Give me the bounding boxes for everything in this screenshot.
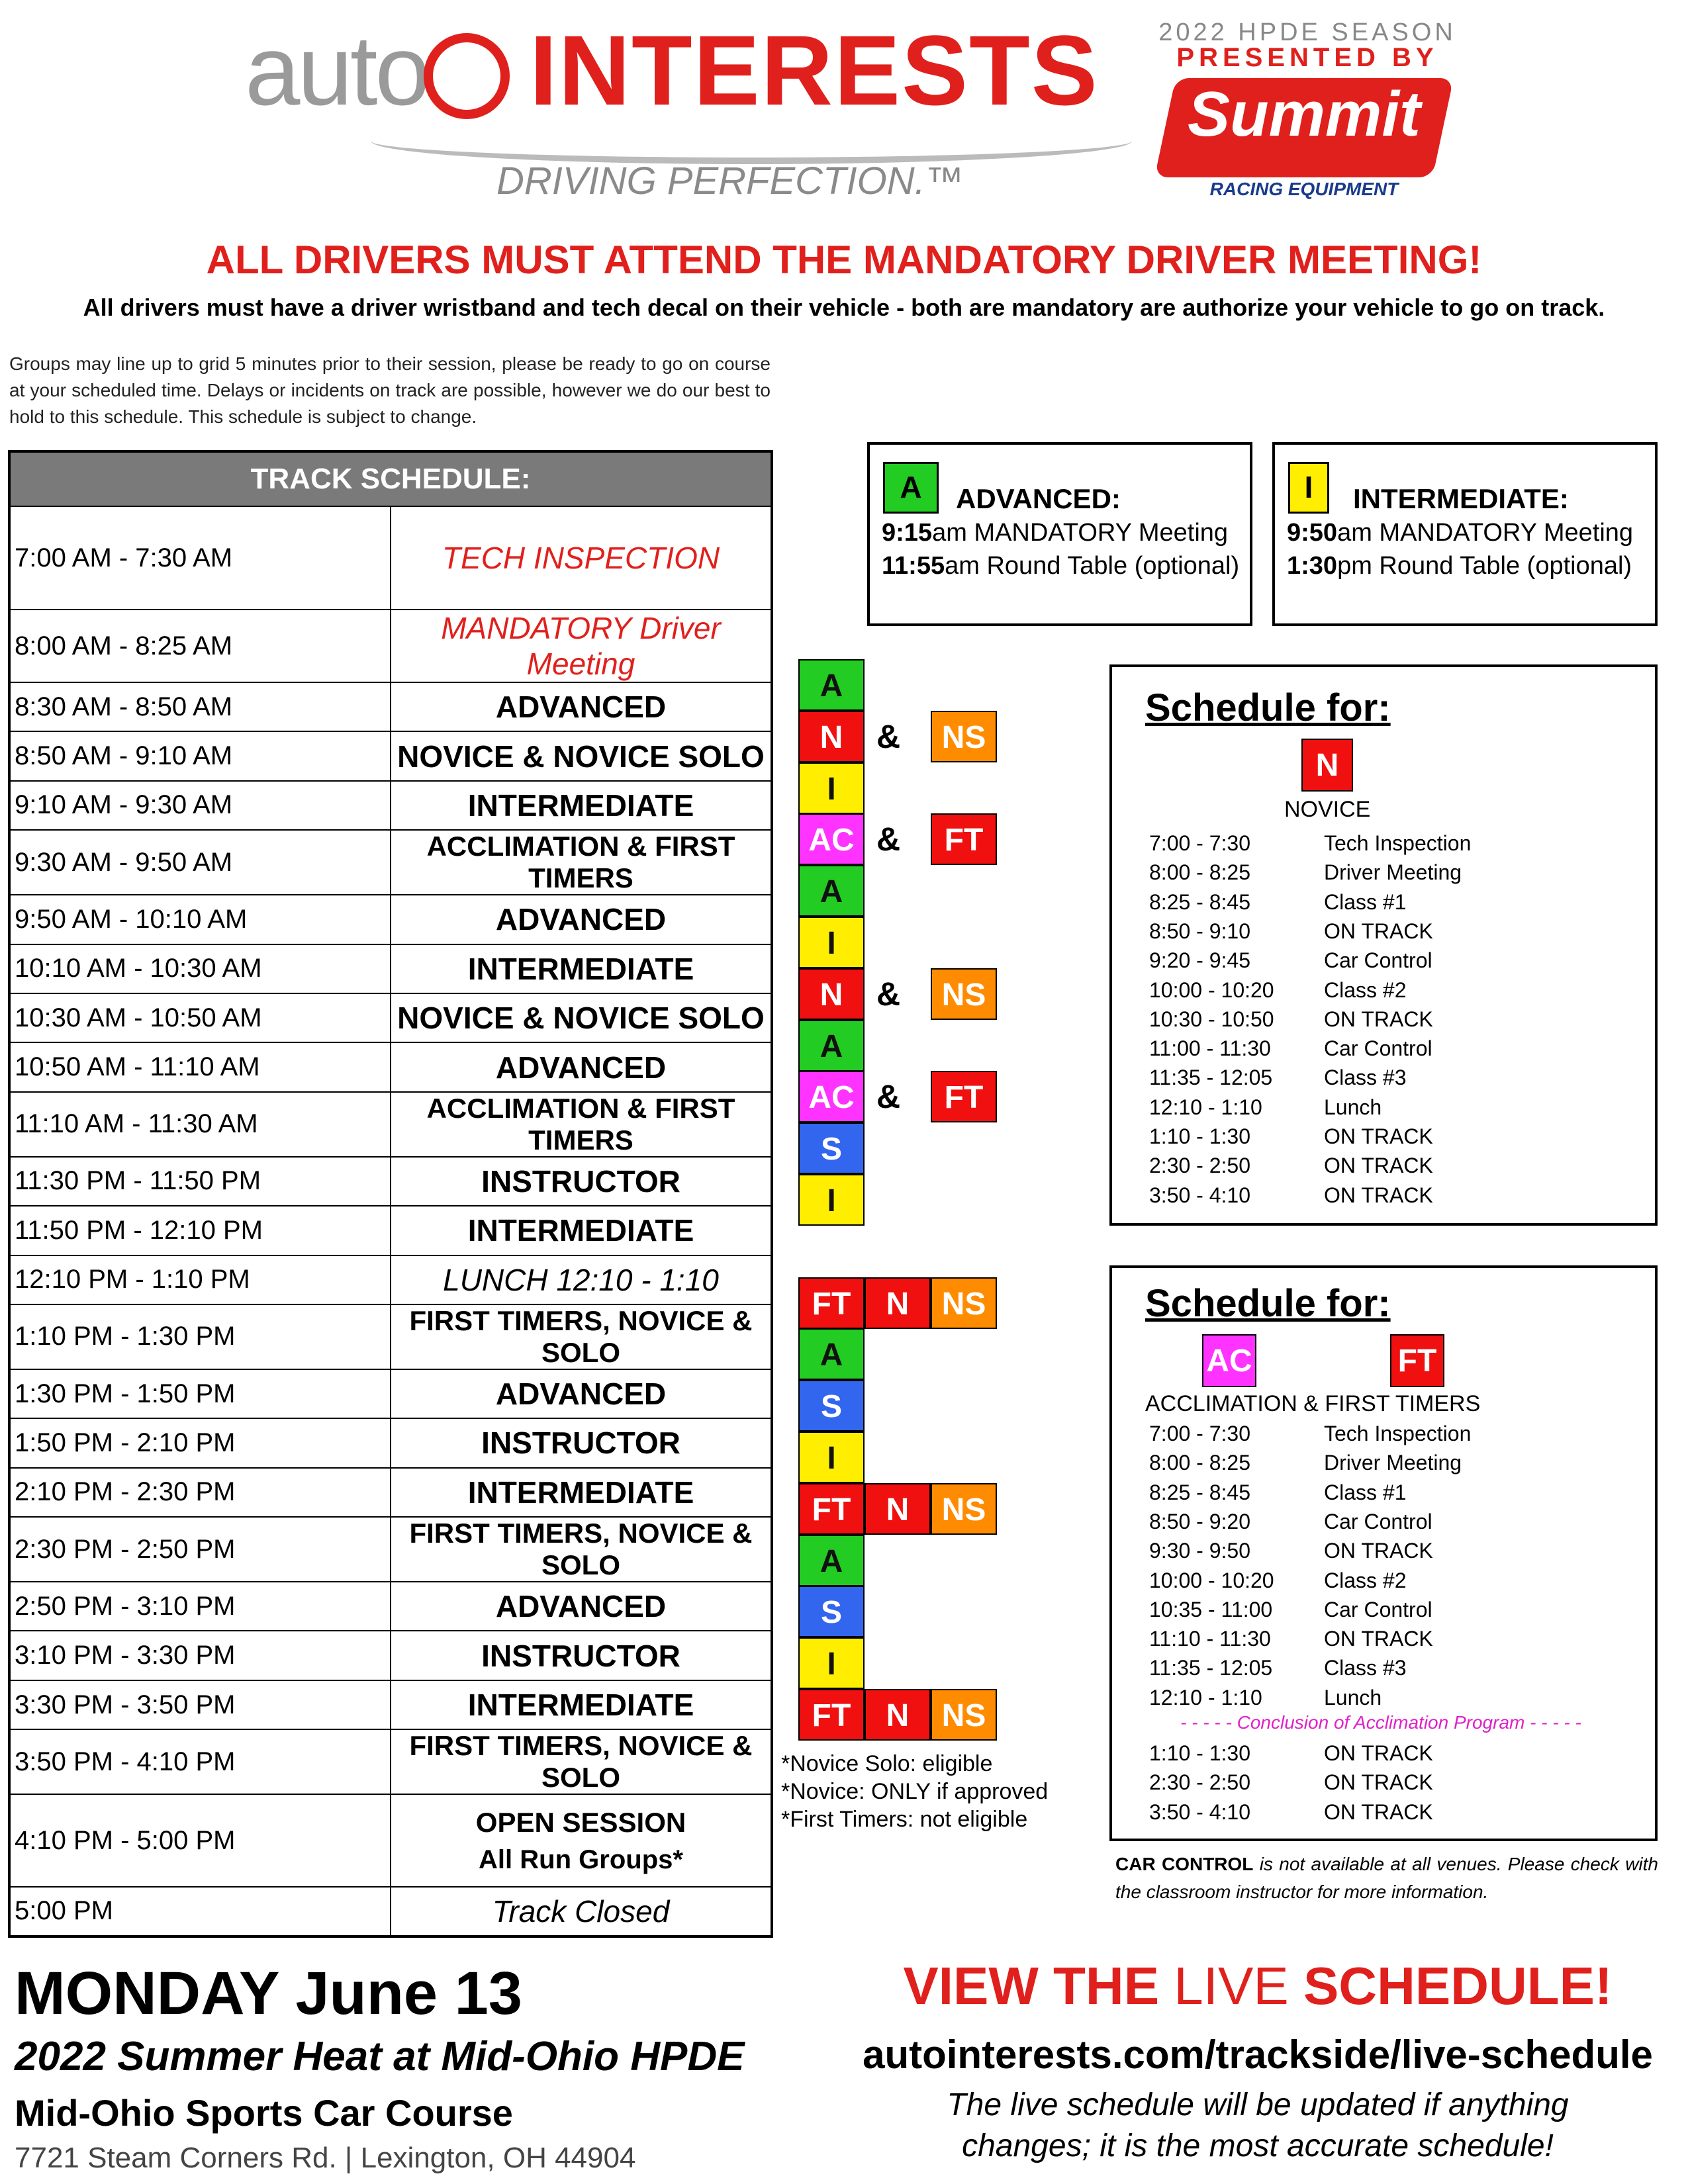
track-schedule-row — [9, 1157, 772, 1206]
run-group-badge-ns: NS — [931, 1277, 997, 1329]
event-name: 2022 Summer Heat at Mid-Ohio HPDE — [15, 2034, 745, 2079]
schedule-item-activity: Class #3 — [1324, 1656, 1407, 1680]
schedule-item-time: 3:50 - 4:10 — [1149, 1183, 1250, 1207]
acclimation-conclusion: - - - - - Conclusion of Acclimation Program - - - - - — [1180, 1712, 1581, 1733]
run-group-badge-ns: NS — [931, 1689, 997, 1741]
run-group-badge-n: N — [865, 1689, 931, 1741]
track-schedule-row — [9, 506, 772, 610]
run-group-badge-s: S — [798, 1122, 865, 1174]
run-group-badge-n: N — [865, 1277, 931, 1329]
schedule-item-activity: Car Control — [1324, 948, 1432, 973]
novice-schedule-box — [1109, 664, 1658, 1226]
note-novice: *Novice: ONLY if approved — [781, 1779, 1049, 1804]
schedule-item-time: 11:35 - 12:05 — [1149, 1066, 1273, 1090]
first-timers-badge: FT — [1390, 1334, 1444, 1387]
wristband-notice: All drivers must have a driver wristband and tech decal on their vehicle - both are mandatory are authorize your vehicle to go on track. — [83, 294, 1605, 321]
schedule-item-activity: ON TRACK — [1324, 1007, 1433, 1031]
session-time: 2:50 PM - 3:10 PM — [9, 1582, 391, 1631]
live-schedule-heading: VIEW THE LIVE SCHEDULE! — [903, 1956, 1613, 2015]
schedule-item-time: 10:30 - 10:50 — [1149, 1007, 1274, 1031]
ampersand: & — [876, 821, 901, 858]
session-time: 1:50 PM - 2:10 PM — [9, 1418, 391, 1467]
session-time: 3:30 PM - 3:50 PM — [9, 1680, 391, 1729]
schedule-item — [1149, 1770, 1433, 1795]
track-schedule-row — [9, 1304, 772, 1369]
schedule-item — [1149, 1686, 1382, 1710]
schedule-item-time: 9:30 - 9:50 — [1149, 1539, 1250, 1563]
schedule-item — [1149, 860, 1462, 885]
run-group-badge-i: I — [798, 762, 865, 814]
track-schedule-row — [9, 1887, 772, 1936]
schedule-item-time: 7:00 - 7:30 — [1149, 831, 1250, 855]
schedule-item-activity: ON TRACK — [1324, 1154, 1433, 1178]
run-group-badge-ft: FT — [798, 1483, 865, 1535]
novice-badge: N — [1301, 739, 1353, 792]
schedule-item-activity: ON TRACK — [1324, 1627, 1433, 1651]
track-schedule-row — [9, 993, 772, 1042]
track-schedule-row — [9, 1206, 772, 1255]
session-name: INTERMEDIATE — [391, 1206, 772, 1255]
session-time: 3:50 PM - 4:10 PM — [9, 1729, 391, 1794]
track-schedule-row — [9, 944, 772, 993]
advanced-title: ADVANCED: — [956, 483, 1121, 514]
track-schedule-title: TRACK SCHEDULE: — [9, 451, 772, 506]
schedule-item — [1149, 1183, 1433, 1208]
session-name: MANDATORY Driver Meeting — [391, 610, 772, 682]
schedule-item-time: 8:00 - 8:25 — [1149, 1451, 1250, 1475]
track-schedule-table — [8, 450, 773, 1938]
session-name-line1: OPEN SESSION — [475, 1806, 686, 1838]
intermediate-title: INTERMEDIATE: — [1353, 483, 1569, 514]
schedule-item-time: 2:30 - 2:50 — [1149, 1154, 1250, 1178]
acclimation-schedule-heading: Schedule for: — [1145, 1282, 1391, 1325]
schedule-item-time: 3:50 - 4:10 — [1149, 1799, 1250, 1824]
track-schedule-row — [9, 731, 772, 780]
run-group-badge-i: I — [798, 917, 865, 968]
run-group-badge-n: N — [865, 1483, 931, 1535]
run-group-badge-a: A — [798, 1328, 865, 1380]
schedule-item-time: 7:00 - 7:30 — [1149, 1422, 1250, 1445]
advanced-meeting-box — [867, 442, 1252, 626]
sponsor-subtitle: RACING EQUIPMENT — [1209, 179, 1399, 199]
session-time: 9:30 AM - 9:50 AM — [9, 830, 391, 895]
schedule-item — [1149, 1422, 1471, 1446]
schedule-item-activity: ON TRACK — [1324, 919, 1433, 943]
track-schedule-row — [9, 781, 772, 830]
schedule-item — [1149, 1066, 1407, 1090]
note-first-timers: *First Timers: not eligible — [781, 1807, 1028, 1832]
schedule-item-activity: Lunch — [1324, 1685, 1382, 1709]
session-time: 2:10 PM - 2:30 PM — [9, 1468, 391, 1517]
session-time: 3:10 PM - 3:30 PM — [9, 1631, 391, 1680]
schedule-item-activity: ON TRACK — [1324, 1124, 1433, 1148]
ampersand: & — [876, 975, 901, 1013]
schedule-item-time: 8:25 - 8:45 — [1149, 1480, 1250, 1504]
session-time: 8:00 AM - 8:25 AM — [9, 610, 391, 682]
session-time: 2:30 PM - 2:50 PM — [9, 1517, 391, 1582]
session-name: FIRST TIMERS, NOVICE & SOLO — [391, 1304, 772, 1369]
schedule-item-activity: Class #3 — [1324, 1066, 1407, 1090]
session-name: INTERMEDIATE — [391, 944, 772, 993]
logo-interests-text: INTERESTS — [530, 15, 1099, 126]
session-name: INSTRUCTOR — [391, 1631, 772, 1680]
schedule-item-time: 11:10 - 11:30 — [1149, 1627, 1271, 1651]
run-group-badge-a: A — [798, 1020, 865, 1071]
schedule-item — [1149, 1480, 1407, 1505]
run-group-badge-ns: NS — [931, 711, 997, 762]
schedule-item-time: 10:35 - 11:00 — [1149, 1597, 1273, 1621]
run-group-badge-n: N — [798, 968, 865, 1020]
session-name: NOVICE & NOVICE SOLO — [391, 993, 772, 1042]
track-schedule-row — [9, 1418, 772, 1467]
schedule-item — [1149, 1451, 1462, 1475]
intermediate-roundtable-line: 1:30pm Round Table (optional) — [1287, 552, 1632, 580]
schedule-item — [1149, 890, 1407, 915]
run-group-badge-ns: NS — [931, 1483, 997, 1535]
session-name: FIRST TIMERS, NOVICE & SOLO — [391, 1517, 772, 1582]
schedule-item-time: 10:00 - 10:20 — [1149, 978, 1274, 1002]
session-time: 10:50 AM - 11:10 AM — [9, 1042, 391, 1091]
track-schedule-row — [9, 1729, 772, 1794]
track-schedule-row — [9, 895, 772, 944]
acclimation-schedule-box — [1109, 1265, 1658, 1841]
logo-auto-text: auto — [245, 15, 428, 126]
session-name-line2: All Run Groups* — [479, 1844, 683, 1874]
run-group-badge-a: A — [798, 865, 865, 917]
session-name: INTERMEDIATE — [391, 1680, 772, 1729]
schedule-item-time: 8:25 - 8:45 — [1149, 889, 1250, 914]
schedule-item-time: 2:30 - 2:50 — [1149, 1770, 1250, 1795]
session-time: 11:30 PM - 11:50 PM — [9, 1157, 391, 1206]
note-novice-solo: *Novice Solo: eligible — [781, 1751, 993, 1776]
schedule-item-time: 8:50 - 9:10 — [1149, 919, 1250, 943]
schedule-item-activity: Class #1 — [1324, 1480, 1407, 1504]
session-time: 8:50 AM - 9:10 AM — [9, 731, 391, 780]
schedule-item — [1149, 948, 1432, 973]
schedule-item-activity: Class #2 — [1324, 978, 1407, 1002]
season-label: 2022 HPDE SEASON — [1158, 19, 1456, 46]
open-session-notes — [781, 1750, 1048, 1833]
run-group-badge-i: I — [798, 1637, 865, 1689]
intermediate-meeting-box — [1272, 442, 1658, 626]
speedometer-icon — [424, 33, 510, 119]
run-group-badge-i: I — [798, 1174, 865, 1226]
session-time: 12:10 PM - 1:10 PM — [9, 1255, 391, 1304]
run-group-badge-ft: FT — [798, 1277, 865, 1329]
run-group-badge-ac: AC — [798, 813, 865, 865]
track-schedule-row — [9, 1582, 772, 1631]
run-group-badge-ns: NS — [931, 968, 997, 1020]
session-name: ADVANCED — [391, 682, 772, 731]
track-schedule-row — [9, 1468, 772, 1517]
schedule-item-activity: Car Control — [1324, 1036, 1432, 1061]
schedule-item — [1149, 1095, 1382, 1120]
run-group-badge-ft: FT — [931, 1071, 997, 1122]
session-name: LUNCH 12:10 - 1:10 — [391, 1255, 772, 1304]
session-name — [391, 1794, 772, 1887]
schedule-item-activity: ON TRACK — [1324, 1539, 1433, 1563]
track-schedule-row — [9, 1680, 772, 1729]
schedule-item-activity: Car Control — [1324, 1597, 1432, 1621]
acclimation-badge: AC — [1202, 1334, 1256, 1387]
track-schedule-row — [9, 1794, 772, 1887]
session-time: 11:10 AM - 11:30 AM — [9, 1092, 391, 1157]
track-schedule-row — [9, 1369, 772, 1418]
novice-schedule-heading: Schedule for: — [1145, 686, 1391, 729]
schedule-item — [1149, 919, 1433, 944]
schedule-item — [1149, 978, 1407, 1003]
schedule-item — [1149, 1627, 1433, 1651]
run-group-badge-ft: FT — [931, 813, 997, 865]
run-group-badge-ac: AC — [798, 1071, 865, 1122]
live-schedule-url[interactable]: autointerests.com/trackside/live-schedule — [863, 2032, 1653, 2077]
session-name: Track Closed — [391, 1887, 772, 1936]
run-group-badge-s: S — [798, 1586, 865, 1637]
track-schedule-row — [9, 830, 772, 895]
schedule-item-activity: Tech Inspection — [1324, 831, 1472, 855]
schedule-item — [1149, 1598, 1432, 1622]
session-time: 8:30 AM - 8:50 AM — [9, 682, 391, 731]
car-control-note: CAR CONTROL is not available at all venues. Please check with the classroom instructor for more information. — [1115, 1854, 1658, 1902]
session-name: TECH INSPECTION — [391, 506, 772, 610]
session-name: ADVANCED — [391, 1042, 772, 1091]
run-group-badge-a: A — [798, 659, 865, 711]
novice-label: NOVICE — [1284, 797, 1371, 822]
groups-note: Groups may line up to grid 5 minutes prior to their session, please be ready to go on course at your scheduled time. Delays or incidents on track are possible, however we do our best to hold to this schedule. This schedule is subject to change. — [9, 353, 771, 427]
run-group-badge-n: N — [798, 711, 865, 762]
sponsor-logo-text: Summit — [1187, 79, 1421, 150]
venue-name: Mid-Ohio Sports Car Course — [15, 2092, 513, 2134]
ampersand: & — [876, 1078, 901, 1116]
schedule-item-time: 11:35 - 12:05 — [1149, 1656, 1273, 1680]
session-name: ADVANCED — [391, 1369, 772, 1418]
schedule-item — [1149, 1800, 1433, 1825]
track-schedule-row — [9, 682, 772, 731]
schedule-item-time: 10:00 - 10:20 — [1149, 1568, 1274, 1592]
schedule-item — [1149, 1510, 1432, 1534]
session-time: 10:30 AM - 10:50 AM — [9, 993, 391, 1042]
mandatory-meeting-heading: ALL DRIVERS MUST ATTEND THE MANDATORY DRIVER MEETING! — [206, 238, 1482, 282]
schedule-item-activity: Lunch — [1324, 1095, 1382, 1119]
schedule-item — [1149, 1539, 1433, 1563]
schedule-item-time: 9:20 - 9:45 — [1149, 948, 1250, 973]
tagline: DRIVING PERFECTION.™ — [496, 159, 964, 203]
schedule-item-time: 8:00 - 8:25 — [1149, 860, 1250, 885]
track-schedule-row — [9, 610, 772, 682]
schedule-item-activity: Driver Meeting — [1324, 860, 1462, 885]
acclimation-label: ACCLIMATION & FIRST TIMERS — [1145, 1391, 1481, 1416]
logo-swoosh — [371, 118, 1132, 164]
advanced-roundtable-line: 11:55am Round Table (optional) — [882, 552, 1240, 580]
track-schedule-row — [9, 1631, 772, 1680]
event-day: MONDAY June 13 — [15, 1960, 522, 2027]
schedule-item — [1149, 1036, 1432, 1061]
schedule-item-time: 1:10 - 1:30 — [1149, 1741, 1250, 1765]
run-group-badge-a: A — [798, 1535, 865, 1586]
schedule-item — [1149, 831, 1471, 856]
live-schedule-note: The live schedule will be updated if anything changes; it is the most accurate schedule! — [947, 2087, 1569, 2163]
track-schedule-row — [9, 1092, 772, 1157]
schedule-item-activity: ON TRACK — [1324, 1799, 1433, 1824]
advanced-meeting-line: 9:15am MANDATORY Meeting — [882, 519, 1229, 547]
session-name: ACCLIMATION & FIRST TIMERS — [391, 830, 772, 895]
session-name: FIRST TIMERS, NOVICE & SOLO — [391, 1729, 772, 1794]
schedule-item-activity: Tech Inspection — [1324, 1422, 1472, 1445]
intermediate-meeting-line: 9:50am MANDATORY Meeting — [1287, 519, 1634, 547]
advanced-badge: A — [883, 462, 939, 514]
track-schedule-row — [9, 1042, 772, 1091]
session-time: 5:00 PM — [9, 1887, 391, 1936]
run-group-badge-i: I — [798, 1432, 865, 1483]
schedule-item-activity: ON TRACK — [1324, 1183, 1433, 1207]
run-group-badge-ft: FT — [798, 1689, 865, 1741]
session-time: 4:10 PM - 5:00 PM — [9, 1794, 391, 1887]
venue-address: 7721 Steam Corners Rd. | Lexington, OH 44904 — [15, 2142, 636, 2174]
session-name: NOVICE & NOVICE SOLO — [391, 731, 772, 780]
session-time: 1:30 PM - 1:50 PM — [9, 1369, 391, 1418]
intermediate-badge: I — [1288, 462, 1329, 514]
schedule-item — [1149, 1569, 1407, 1593]
schedule-item-time: 11:00 - 11:30 — [1149, 1036, 1271, 1061]
schedule-item-activity: ON TRACK — [1324, 1741, 1433, 1765]
session-time: 1:10 PM - 1:30 PM — [9, 1304, 391, 1369]
session-name: INSTRUCTOR — [391, 1418, 772, 1467]
schedule-item-time: 8:50 - 9:20 — [1149, 1509, 1250, 1533]
schedule-item-time: 1:10 - 1:30 — [1149, 1124, 1250, 1148]
ampersand: & — [876, 717, 901, 755]
session-time: 7:00 AM - 7:30 AM — [9, 506, 391, 610]
session-name: ADVANCED — [391, 1582, 772, 1631]
session-name: ACCLIMATION & FIRST TIMERS — [391, 1092, 772, 1157]
schedule-item-time: 12:10 - 1:10 — [1149, 1095, 1262, 1119]
schedule-item-activity: Car Control — [1324, 1509, 1432, 1533]
schedule-item-activity: ON TRACK — [1324, 1770, 1433, 1795]
session-name: INTERMEDIATE — [391, 1468, 772, 1517]
track-schedule-row — [9, 1255, 772, 1304]
presented-by-label: PRESENTED BY — [1176, 43, 1438, 72]
schedule-item-activity: Class #2 — [1324, 1568, 1407, 1592]
schedule-item — [1149, 1741, 1433, 1766]
track-schedule-row — [9, 1517, 772, 1582]
schedule-item — [1149, 1124, 1433, 1149]
schedule-item — [1149, 1656, 1407, 1680]
session-time: 9:10 AM - 9:30 AM — [9, 781, 391, 830]
session-time: 10:10 AM - 10:30 AM — [9, 944, 391, 993]
schedule-item — [1149, 1007, 1433, 1032]
session-time: 9:50 AM - 10:10 AM — [9, 895, 391, 944]
session-name: ADVANCED — [391, 895, 772, 944]
session-name: INSTRUCTOR — [391, 1157, 772, 1206]
schedule-item-activity: Driver Meeting — [1324, 1451, 1462, 1475]
session-time: 11:50 PM - 12:10 PM — [9, 1206, 391, 1255]
schedule-item-time: 12:10 - 1:10 — [1149, 1685, 1262, 1709]
schedule-item-activity: Class #1 — [1324, 889, 1407, 914]
session-name: INTERMEDIATE — [391, 781, 772, 830]
schedule-item — [1149, 1154, 1433, 1178]
run-group-badge-s: S — [798, 1380, 865, 1432]
